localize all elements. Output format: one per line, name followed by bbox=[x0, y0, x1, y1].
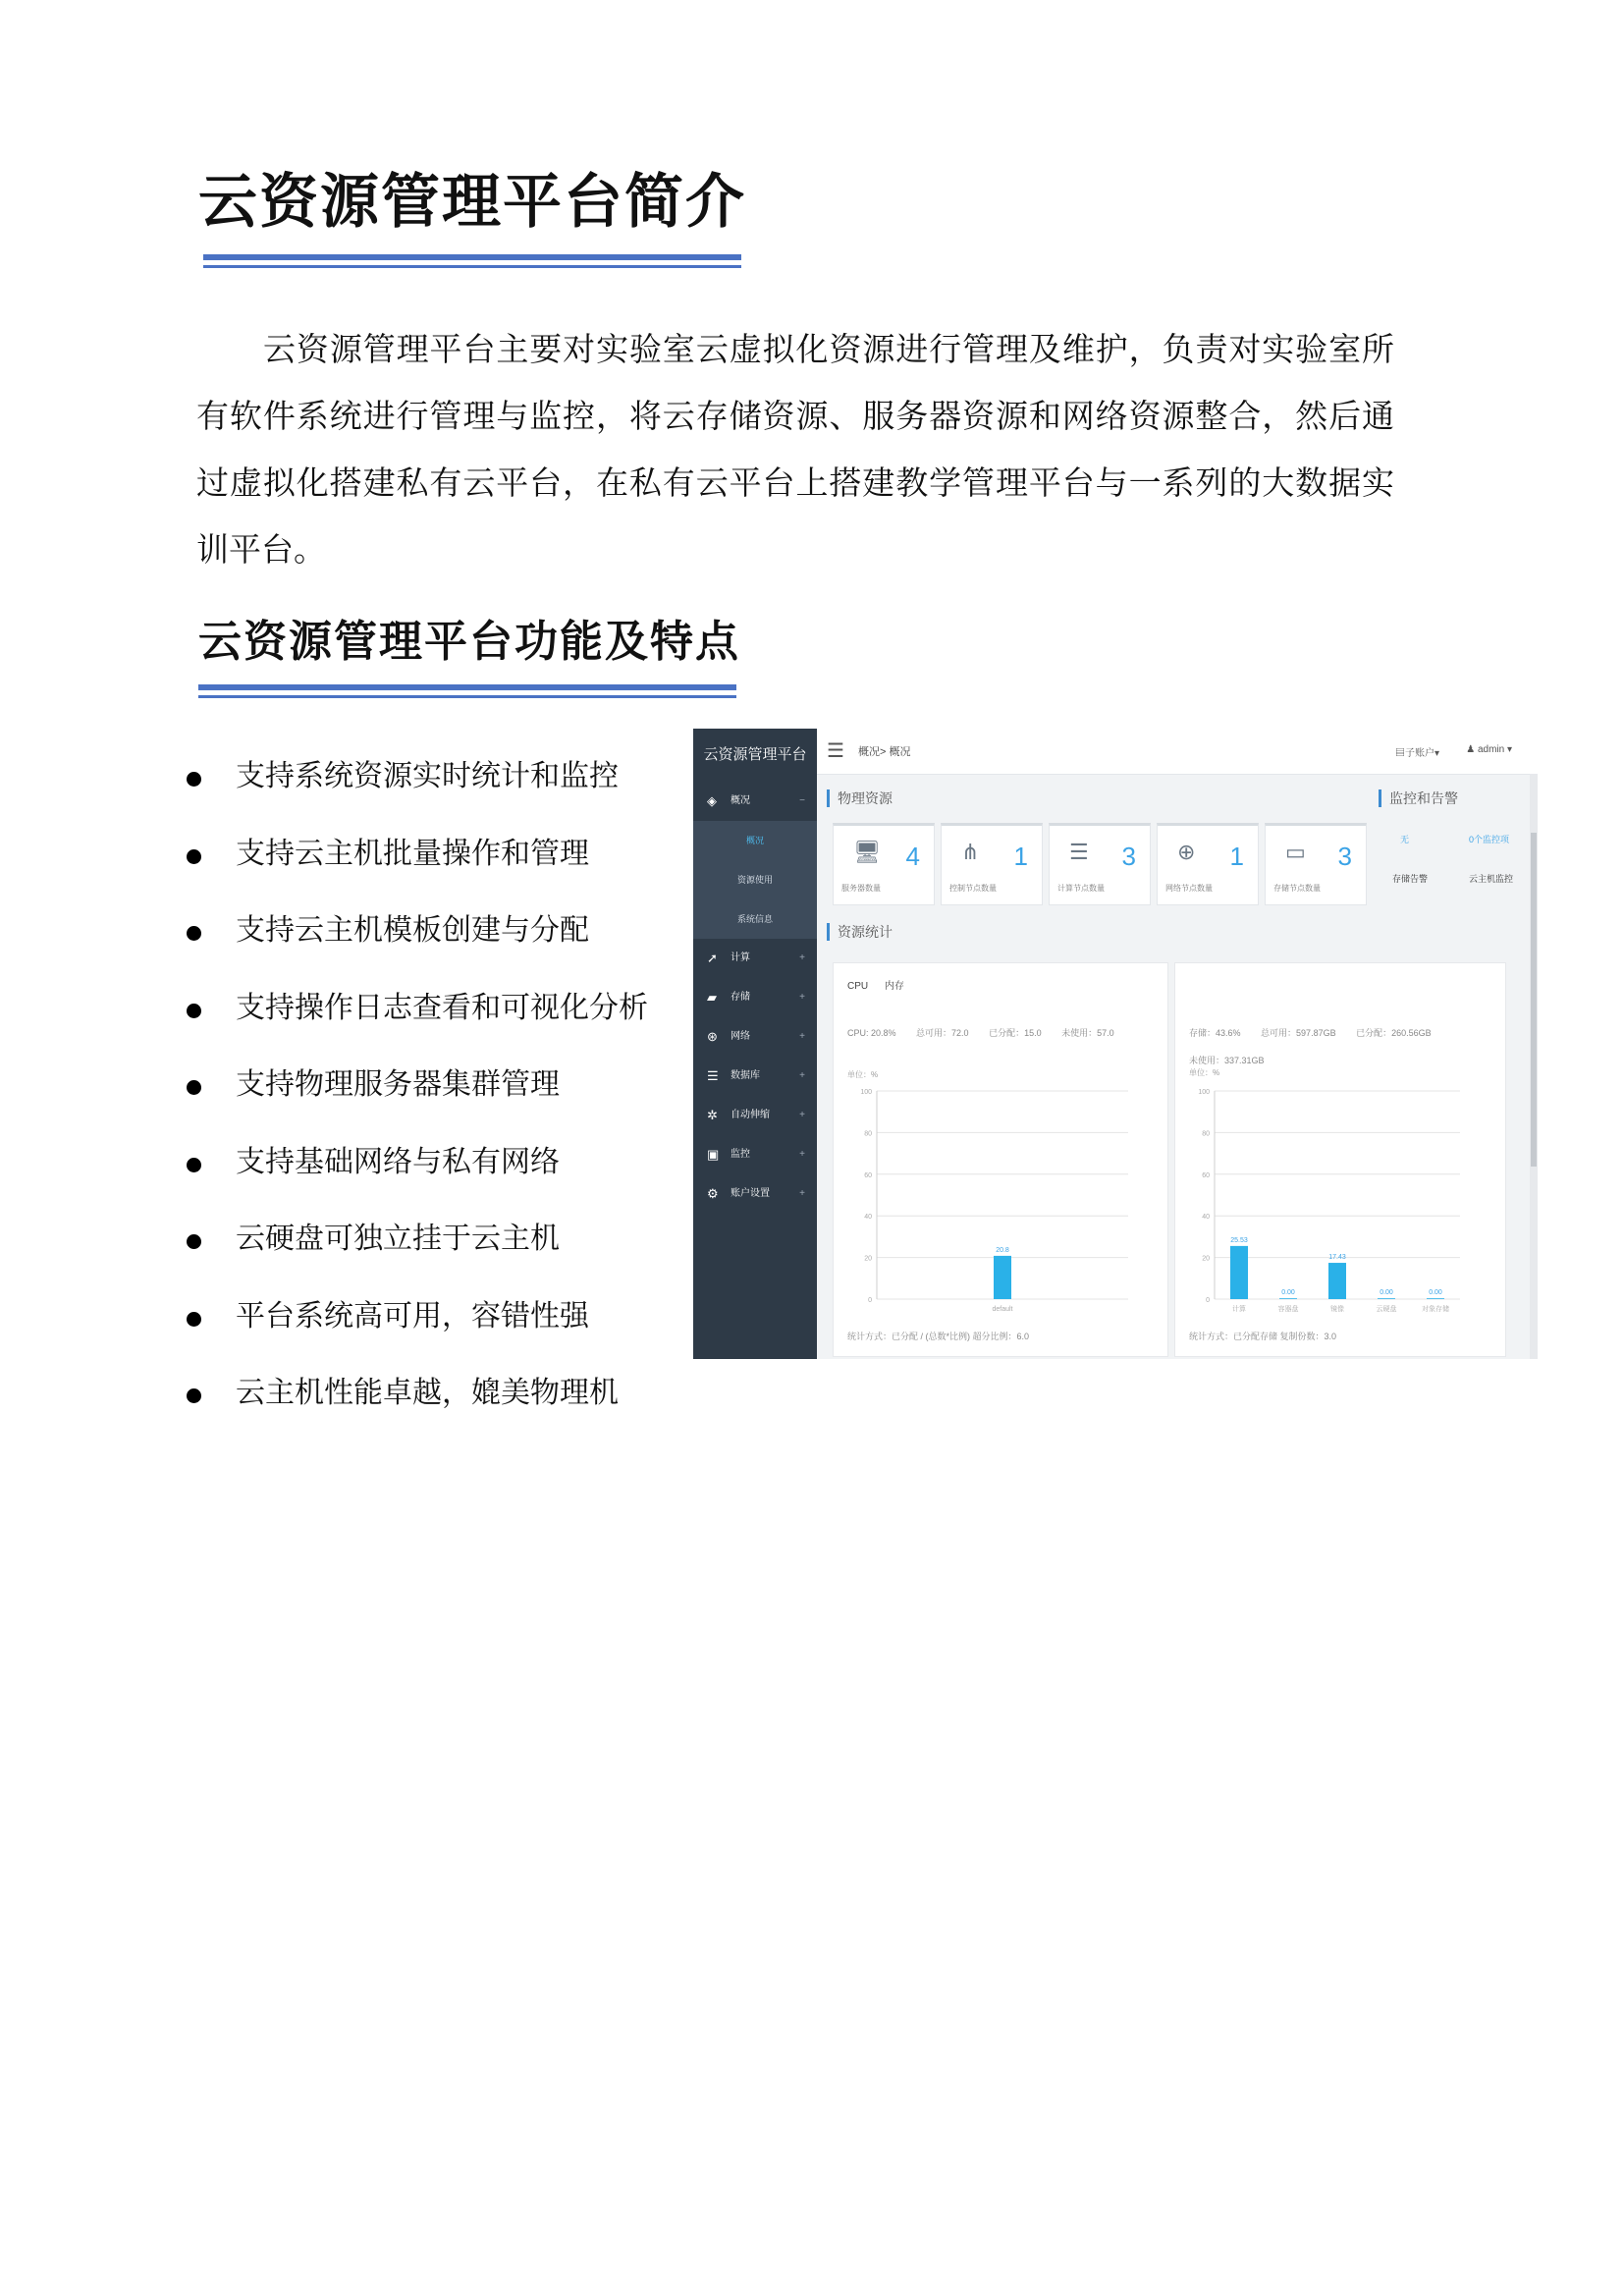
stat-card-control-nodes[interactable] bbox=[941, 823, 1043, 905]
network-icon: ⊛ bbox=[707, 1029, 718, 1044]
expand-icon: + bbox=[799, 992, 805, 1003]
y-tick-label: 40 bbox=[1202, 1214, 1210, 1222]
server-icon: 🖥 bbox=[853, 840, 881, 864]
sidebar-item-monitor[interactable]: ▣ 监控 + bbox=[693, 1135, 817, 1174]
bullet-icon bbox=[187, 772, 201, 787]
bullet-icon bbox=[187, 1158, 201, 1172]
card-label: 服务器数量 bbox=[841, 884, 881, 893]
tab-cpu[interactable]: CPU bbox=[847, 981, 869, 992]
data-label: 25.53 bbox=[1230, 1236, 1248, 1244]
top-bar bbox=[817, 729, 1538, 775]
bullet-icon bbox=[187, 1004, 201, 1018]
bullet-icon bbox=[187, 1234, 201, 1249]
y-tick-label: 60 bbox=[864, 1171, 872, 1179]
resource-stats-title: 资源统计 bbox=[827, 923, 893, 941]
chart-bar bbox=[1328, 1263, 1346, 1299]
folder-icon: ▰ bbox=[707, 990, 717, 1005]
cpu-stats: CPU: 20.8% 总可用：72.0 已分配：15.0 未使用：57.0 bbox=[847, 1028, 1114, 1038]
data-label: 0.00 bbox=[1281, 1289, 1295, 1297]
x-tick-label: 计算 bbox=[1232, 1306, 1246, 1313]
chart-bar bbox=[994, 1256, 1011, 1299]
sidebar-item-autoscale[interactable]: ✲ 自动伸缩 + bbox=[693, 1096, 817, 1135]
gear-icon: ⚙ bbox=[707, 1186, 719, 1201]
brand-title: 云资源管理平台 bbox=[703, 746, 807, 763]
y-tick-label: 100 bbox=[860, 1089, 872, 1096]
expand-icon: + bbox=[799, 1070, 805, 1081]
bullet-icon bbox=[187, 1312, 201, 1327]
storage-chart bbox=[1175, 1081, 1505, 1317]
chart-bar bbox=[1378, 1298, 1395, 1299]
database-icon: ☰ bbox=[707, 1068, 719, 1083]
data-label: 17.43 bbox=[1328, 1254, 1346, 1262]
layers-icon: ◈ bbox=[707, 793, 717, 808]
y-tick-label: 100 bbox=[1198, 1089, 1210, 1096]
database-icon: ☰ bbox=[1069, 840, 1089, 864]
data-label: 20.8 bbox=[996, 1246, 1009, 1254]
feature-item: 平台系统高可用，容错性强 bbox=[187, 1286, 648, 1364]
stat-card-compute-nodes[interactable] bbox=[1049, 823, 1151, 905]
sidebar-subitem-resource-usage[interactable]: 资源使用 bbox=[693, 860, 817, 899]
x-tick-label: 镜像 bbox=[1330, 1306, 1344, 1313]
chart-bar bbox=[1230, 1246, 1248, 1299]
y-tick-label: 80 bbox=[1202, 1130, 1210, 1138]
section-title: 云资源管理平台功能及特点 bbox=[198, 617, 740, 667]
stat-card-storage-nodes[interactable] bbox=[1265, 823, 1367, 905]
bullet-icon bbox=[187, 1080, 201, 1095]
expand-icon: + bbox=[799, 1188, 805, 1199]
sidebar-item-database[interactable]: ☰ 数据库 + bbox=[693, 1057, 817, 1096]
user-icon: ♟ bbox=[1466, 744, 1476, 755]
feature-list bbox=[187, 746, 648, 1441]
card-label: 控制节点数量 bbox=[949, 884, 997, 893]
expand-icon: + bbox=[799, 1031, 805, 1042]
x-tick-label: default bbox=[992, 1306, 1013, 1313]
stat-card-network-nodes[interactable] bbox=[1157, 823, 1259, 905]
data-label: 0.00 bbox=[1380, 1289, 1393, 1297]
storage-unused: 未使用：337.31GB bbox=[1189, 1056, 1265, 1065]
x-tick-label: 对象存储 bbox=[1422, 1306, 1449, 1313]
y-tick-label: 80 bbox=[864, 1130, 872, 1138]
storage-panel bbox=[1174, 962, 1506, 1357]
sidebar-item-network[interactable]: ⊛ 网络 + bbox=[693, 1017, 817, 1057]
chart-bar bbox=[1279, 1298, 1297, 1299]
storage-stats: 存储：43.6% 总可用：597.87GB 已分配：260.56GB bbox=[1189, 1028, 1432, 1038]
section-underline bbox=[198, 684, 736, 698]
x-tick-label: 容器盘 bbox=[1277, 1306, 1299, 1313]
scrollbar[interactable] bbox=[1530, 774, 1538, 1359]
server-count: 4 bbox=[905, 842, 920, 871]
x-tick-label: 云硬盘 bbox=[1376, 1306, 1397, 1313]
menu-icon[interactable]: ☰ bbox=[827, 740, 844, 762]
alert-status: 无 bbox=[1400, 835, 1410, 844]
feature-item: 支持系统资源实时统计和监控 bbox=[187, 746, 648, 824]
feature-item: 支持物理服务器集群管理 bbox=[187, 1055, 648, 1132]
share-icon: ⋔ bbox=[961, 840, 980, 864]
vm-monitor-label: 云主机监控 bbox=[1469, 874, 1514, 884]
bullet-icon bbox=[187, 849, 201, 864]
sub-account-menu[interactable]: ▤子账户▾ bbox=[1394, 748, 1439, 759]
cpu-panel bbox=[833, 962, 1168, 1357]
chart-bar bbox=[1427, 1298, 1444, 1299]
sidebar-item-overview[interactable]: ◈ 概况 − bbox=[693, 782, 817, 821]
expand-icon: + bbox=[799, 952, 805, 963]
y-tick-label: 0 bbox=[1206, 1297, 1210, 1304]
admin-menu[interactable]: ♟ admin ▾ bbox=[1466, 744, 1512, 755]
monitor-items-link[interactable]: 0个监控项 bbox=[1469, 835, 1510, 844]
sidebar-item-storage[interactable]: ▰ 存储 + bbox=[693, 978, 817, 1017]
y-tick-label: 20 bbox=[1202, 1255, 1210, 1263]
panel-tabs bbox=[847, 977, 918, 992]
bullet-icon bbox=[187, 926, 201, 941]
expand-icon: + bbox=[799, 1149, 805, 1160]
sidebar-item-compute[interactable]: ➚ 计算 + bbox=[693, 939, 817, 978]
floppy-icon: ▭ bbox=[1285, 840, 1306, 864]
globe-icon: ⊕ bbox=[1177, 840, 1196, 864]
feature-item: 支持云主机模板创建与分配 bbox=[187, 900, 648, 978]
feature-item: 云主机性能卓越，媲美物理机 bbox=[187, 1363, 648, 1441]
feature-item: 支持操作日志查看和可视化分析 bbox=[187, 978, 648, 1056]
sidebar-subitem-overview[interactable]: 概况 bbox=[693, 821, 817, 860]
chart-footnote: 统计方式：已分配存储 复制份数：3.0 bbox=[1189, 1332, 1337, 1341]
y-tick-label: 60 bbox=[1202, 1171, 1210, 1179]
bullet-icon bbox=[187, 1388, 201, 1403]
scrollbar-thumb[interactable] bbox=[1531, 833, 1537, 1167]
tab-memory[interactable]: 内存 bbox=[884, 981, 904, 992]
y-tick-label: 40 bbox=[864, 1214, 872, 1222]
feature-item: 支持基础网络与私有网络 bbox=[187, 1132, 648, 1210]
sidebar bbox=[693, 729, 817, 1359]
network-node-count: 1 bbox=[1229, 842, 1244, 871]
storage-node-count: 3 bbox=[1337, 842, 1352, 871]
card-label: 网络节点数量 bbox=[1165, 884, 1213, 893]
sidebar-item-account-settings[interactable]: ⚙ 账户设置 + bbox=[693, 1174, 817, 1214]
feature-item: 支持云主机批量操作和管理 bbox=[187, 824, 648, 901]
card-label: 计算节点数量 bbox=[1057, 884, 1105, 893]
rocket-icon: ➚ bbox=[707, 951, 718, 965]
title-underline bbox=[203, 254, 741, 268]
y-tick-label: 20 bbox=[864, 1255, 872, 1263]
control-node-count: 1 bbox=[1013, 842, 1028, 871]
monitor-alerts-title: 监控和告警 bbox=[1379, 789, 1458, 807]
chart-footnote: 统计方式：已分配 / (总数*比例) 超分比例：6.0 bbox=[847, 1332, 1030, 1341]
breadcrumb: 概况> 概况 bbox=[858, 746, 911, 758]
feature-item: 云硬盘可独立挂于云主机 bbox=[187, 1209, 648, 1286]
page-title: 云资源管理平台简介 bbox=[198, 168, 746, 237]
cpu-chart bbox=[834, 1081, 1167, 1317]
y-tick-label: 0 bbox=[868, 1297, 872, 1304]
stat-card-servers[interactable] bbox=[833, 823, 935, 905]
physical-resources-title: 物理资源 bbox=[827, 789, 893, 807]
scale-icon: ✲ bbox=[707, 1108, 718, 1122]
expand-icon: + bbox=[799, 1110, 805, 1120]
chart-unit: 单位：% bbox=[1189, 1068, 1220, 1077]
chart-unit: 单位：% bbox=[847, 1070, 879, 1079]
storage-alert-label: 存储告警 bbox=[1392, 874, 1429, 884]
data-label: 0.00 bbox=[1429, 1289, 1442, 1297]
compute-node-count: 3 bbox=[1121, 842, 1136, 871]
sidebar-subitem-system-info[interactable]: 系统信息 bbox=[693, 899, 817, 939]
app-screenshot bbox=[693, 729, 1538, 1359]
collapse-icon: − bbox=[799, 795, 805, 806]
card-label: 存储节点数量 bbox=[1273, 884, 1321, 893]
monitor-icon: ▣ bbox=[707, 1147, 720, 1162]
intro-paragraph: 云资源管理平台主要对实验室云虚拟化资源进行管理及维护，负责对实验室所有软件系统进行管理与监控，将云存储资源、服务器资源和网络资源整合，然后通过虚拟化搭建私有云平台，在私有云平台上搭建教学管理平台与一系列的大数据实训平台。 bbox=[196, 330, 1394, 569]
